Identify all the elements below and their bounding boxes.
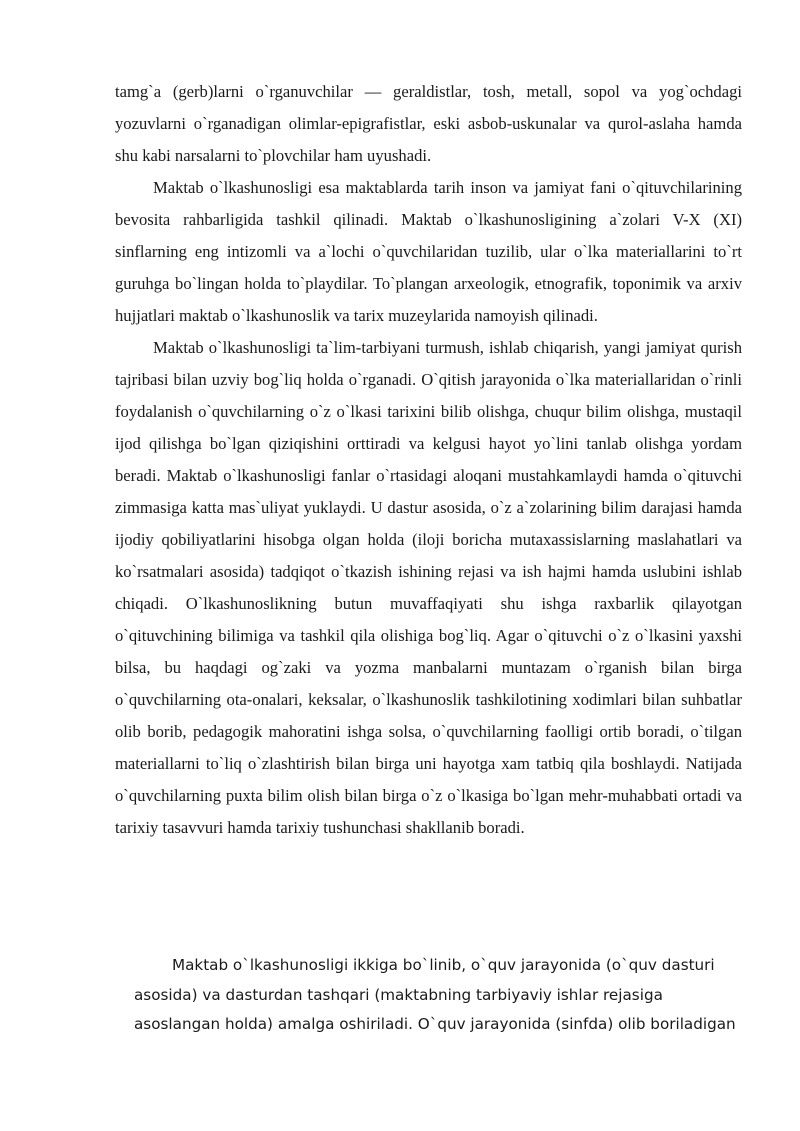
paragraph-3: Maktab o`lkashunosligi ta`lim-tarbiyani turmush, ishlab chiqarish, yangi jamiyat qurish tajribasi bilan uzviy bog`liq holda o`rganadi. O`qitish jarayonida o`lka materiallaridan o`rinli foydalanish o`quvchilarning o`z o`lkasi tarixini bilib olishga, chuqur bilim olishga, mustaqil ijod qilishga bo`lgan qiziqishini orttiradi va kelgusi hayot yo`lini tanlab olishga yordam beradi. Maktab o`lkashunosligi fanlar o`rtasidagi aloqani mustahkamlaydi hamda o`qituvchi zimmasiga katta mas`uliyat yuklaydi. U dastur asosida, o`z a`zolarining bilim darajasi hamda ijodiy qobiliyatlarini hisobga olgan holda (iloji boricha mutaxassislarning maslahatlari va ko`rsatmalari asosida) tadqiqot o`tkazish ishining rejasi va ish hajmi hamda uslubini ishlab chiqadi. O`lkashunoslikning butun muvaffaqiyati shu ishga raxbarlik qilayotgan o`qituvchining bilimiga va tashkil qila olishiga bog`liq. Agar o`qituvchi o`z o`lkasini yaxshi bilsa, bu haqdagi og`zaki va yozma manbalarni muntazam o`rganish bilan birga o`quvchilarning ota-onalari, keksalar, o`lkashunoslik tashkilotining xodimlari bilan suhbatlar olib borib, pedagogik mahoratini ishga solsa, o`quvchilarning faolligi ortib boradi, o`tilgan materiallarni to`liq o`zlashtirish bilan birga uni hayotga xam tatbiq qila boshlaydi. Natijada o`quvchilarning puxta bilim olish bilan birga o`z o`lkasiga bo`lgan mehr-muhabbati ortadi va tarixiy tasavvuri hamda tarixiy tushunchasi shakllanib boradi. — [115, 338, 742, 837]
paragraph-1: tamg`a (gerb)larni o`rganuvchilar — geraldistlar, tosh, metall, sopol va yog`ochdagi yozuvlarni o`rganadigan olimlar-epigrafistlar, eski asbob-uskunalar va qurol-aslaha hamda shu kabi narsalarni to`plovchilar ham uyushadi. — [115, 82, 742, 165]
main-text — [115, 76, 742, 844]
paragraph-2: Maktab o`lkashunosligi esa maktablarda tarih inson va jamiyat fani o`qituvchilarining bevosita rahbarligida tashkil qilinadi. Maktab o`lkashunosligining a`zolari V-X (XI) sinflarning eng intizomli va a`lochi o`quvchilaridan tuzilib, ular o`lka materiallarini to`rt guruhga bo`lingan holda to`playdilar. To`plangan arxeologik, etnografik, toponimik va arxiv hujjatlari maktab o`lkashunoslik va tarix muzeylarida namoyish qilinadi. — [115, 178, 742, 325]
closing-text — [134, 951, 740, 1040]
paragraph-4: Maktab o`lkashunosligi ikkiga bo`linib, o`quv jarayonida (o`quv dasturi asosida) va dasturdan tashqari (maktabning tarbiyaviy ishlar rejasiga asoslangan holda) amalga oshiriladi. O`quv jarayonida (sinfda) olib boriladigan — [134, 956, 736, 1033]
